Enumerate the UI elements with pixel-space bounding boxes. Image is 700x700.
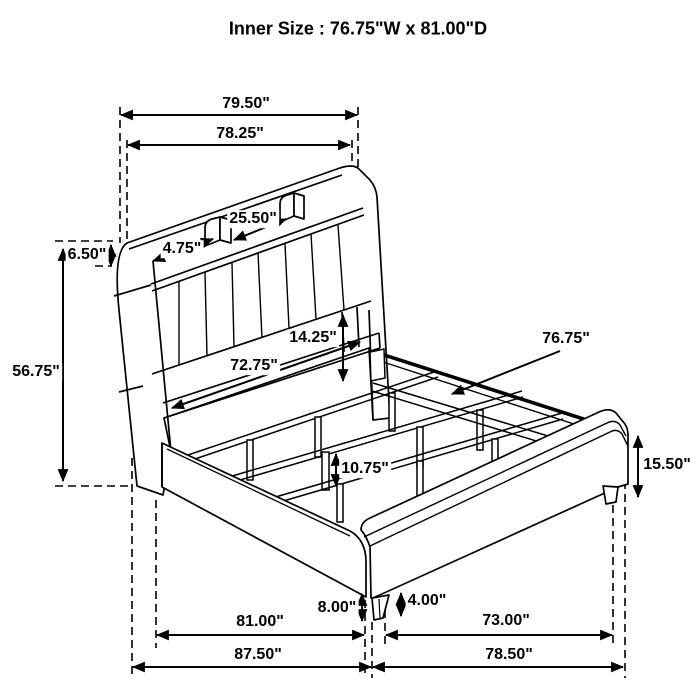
dim-frame-width-label: 81.00": [236, 613, 284, 631]
dim-headboard-width-label: 78.25": [216, 125, 264, 143]
dim-inner-rail-span-label: 72.75": [230, 357, 278, 375]
dim-footboard-inner-span-label: 73.00": [482, 612, 530, 630]
dim-side-rail-length-label: 76.75": [542, 330, 590, 348]
dim-headboard-height-label: 56.75": [12, 363, 60, 381]
dim-slat-leg-height-label: 10.75": [341, 460, 389, 478]
dim-overall-width-label: 79.50": [222, 95, 270, 113]
dim-shelf-end-gap-label: 4.75": [162, 240, 202, 258]
dim-footboard-height-label: 15.50": [643, 456, 691, 474]
dim-rail-floor-height-label: 8.00": [317, 599, 357, 617]
dim-shelf-height-label: 6.50": [67, 246, 107, 264]
diagram-title: Inner Size : 76.75"W x 81.00"D: [228, 18, 488, 39]
dim-overall-depth-label: 78.50": [485, 646, 533, 664]
dim-overall-footprint-width-label: 87.50": [234, 646, 282, 664]
dim-foot-leg-height-label: 4.00": [407, 592, 447, 610]
dim-shelf-opening-label: 25.50": [229, 210, 277, 228]
dim-panel-to-rail-label: 14.25": [289, 329, 337, 347]
